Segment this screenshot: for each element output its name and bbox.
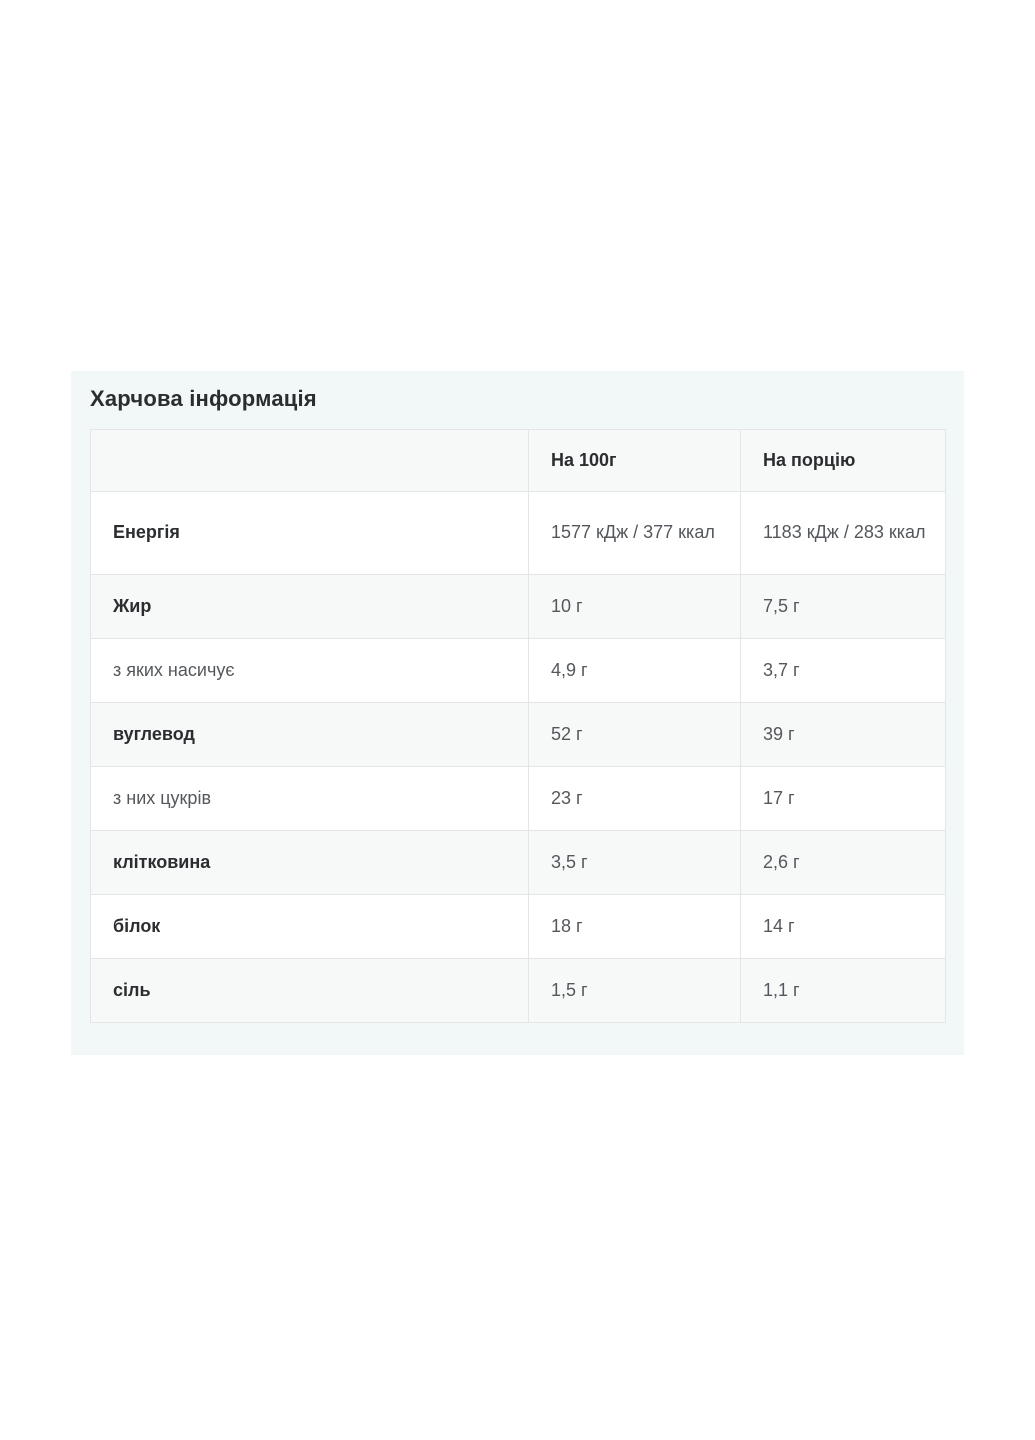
nutrition-table: [90, 429, 946, 1023]
row-label-fat: Жир: [91, 575, 529, 639]
row-label-saturates: з яких насичує: [91, 639, 529, 703]
value-text: 1577 кДж / 377 ккал: [551, 522, 715, 543]
table-row: [91, 959, 946, 1023]
row-value-fibre-per-100g: 3,5 г: [529, 831, 741, 895]
table-row: [91, 639, 946, 703]
value-text: 1183 кДж / 283 ккал: [763, 522, 926, 543]
row-value-fat-per-100g: 10 г: [529, 575, 741, 639]
table-header: [91, 430, 946, 492]
column-header-per-serving: На порцію: [741, 430, 946, 492]
table-row: [91, 575, 946, 639]
table-row: [91, 703, 946, 767]
row-value-fibre-per-serving: 2,6 г: [741, 831, 946, 895]
column-header-per-100g: На 100г: [529, 430, 741, 492]
row-value-energy-per-serving: [741, 492, 946, 575]
row-value-fat-per-serving: 7,5 г: [741, 575, 946, 639]
row-value-saturates-per-100g: 4,9 г: [529, 639, 741, 703]
table-header-row: [91, 430, 946, 492]
row-label-protein: білок: [91, 895, 529, 959]
row-value-saturates-per-serving: 3,7 г: [741, 639, 946, 703]
nutrition-section: [90, 386, 945, 1023]
row-value-carbohydrate-per-100g: 52 г: [529, 703, 741, 767]
row-label-salt: сіль: [91, 959, 529, 1023]
table-row: [91, 492, 946, 575]
row-value-salt-per-100g: 1,5 г: [529, 959, 741, 1023]
row-value-energy-per-100g: [529, 492, 741, 575]
row-label-energy: Енергія: [91, 492, 529, 575]
row-value-salt-per-serving: 1,1 г: [741, 959, 946, 1023]
table-row: [91, 831, 946, 895]
column-header-blank: [91, 430, 529, 492]
row-value-sugars-per-serving: 17 г: [741, 767, 946, 831]
nutrition-title: Харчова інформація: [90, 386, 317, 411]
table-row: [91, 767, 946, 831]
row-value-sugars-per-100g: 23 г: [529, 767, 741, 831]
row-label-carbohydrate: вуглевод: [91, 703, 529, 767]
row-label-fibre: клітковина: [91, 831, 529, 895]
table-row: [91, 895, 946, 959]
table-body: [91, 492, 946, 1023]
row-value-protein-per-serving: 14 г: [741, 895, 946, 959]
row-value-protein-per-100g: 18 г: [529, 895, 741, 959]
row-value-carbohydrate-per-serving: 39 г: [741, 703, 946, 767]
row-label-sugars: з них цукрів: [91, 767, 529, 831]
